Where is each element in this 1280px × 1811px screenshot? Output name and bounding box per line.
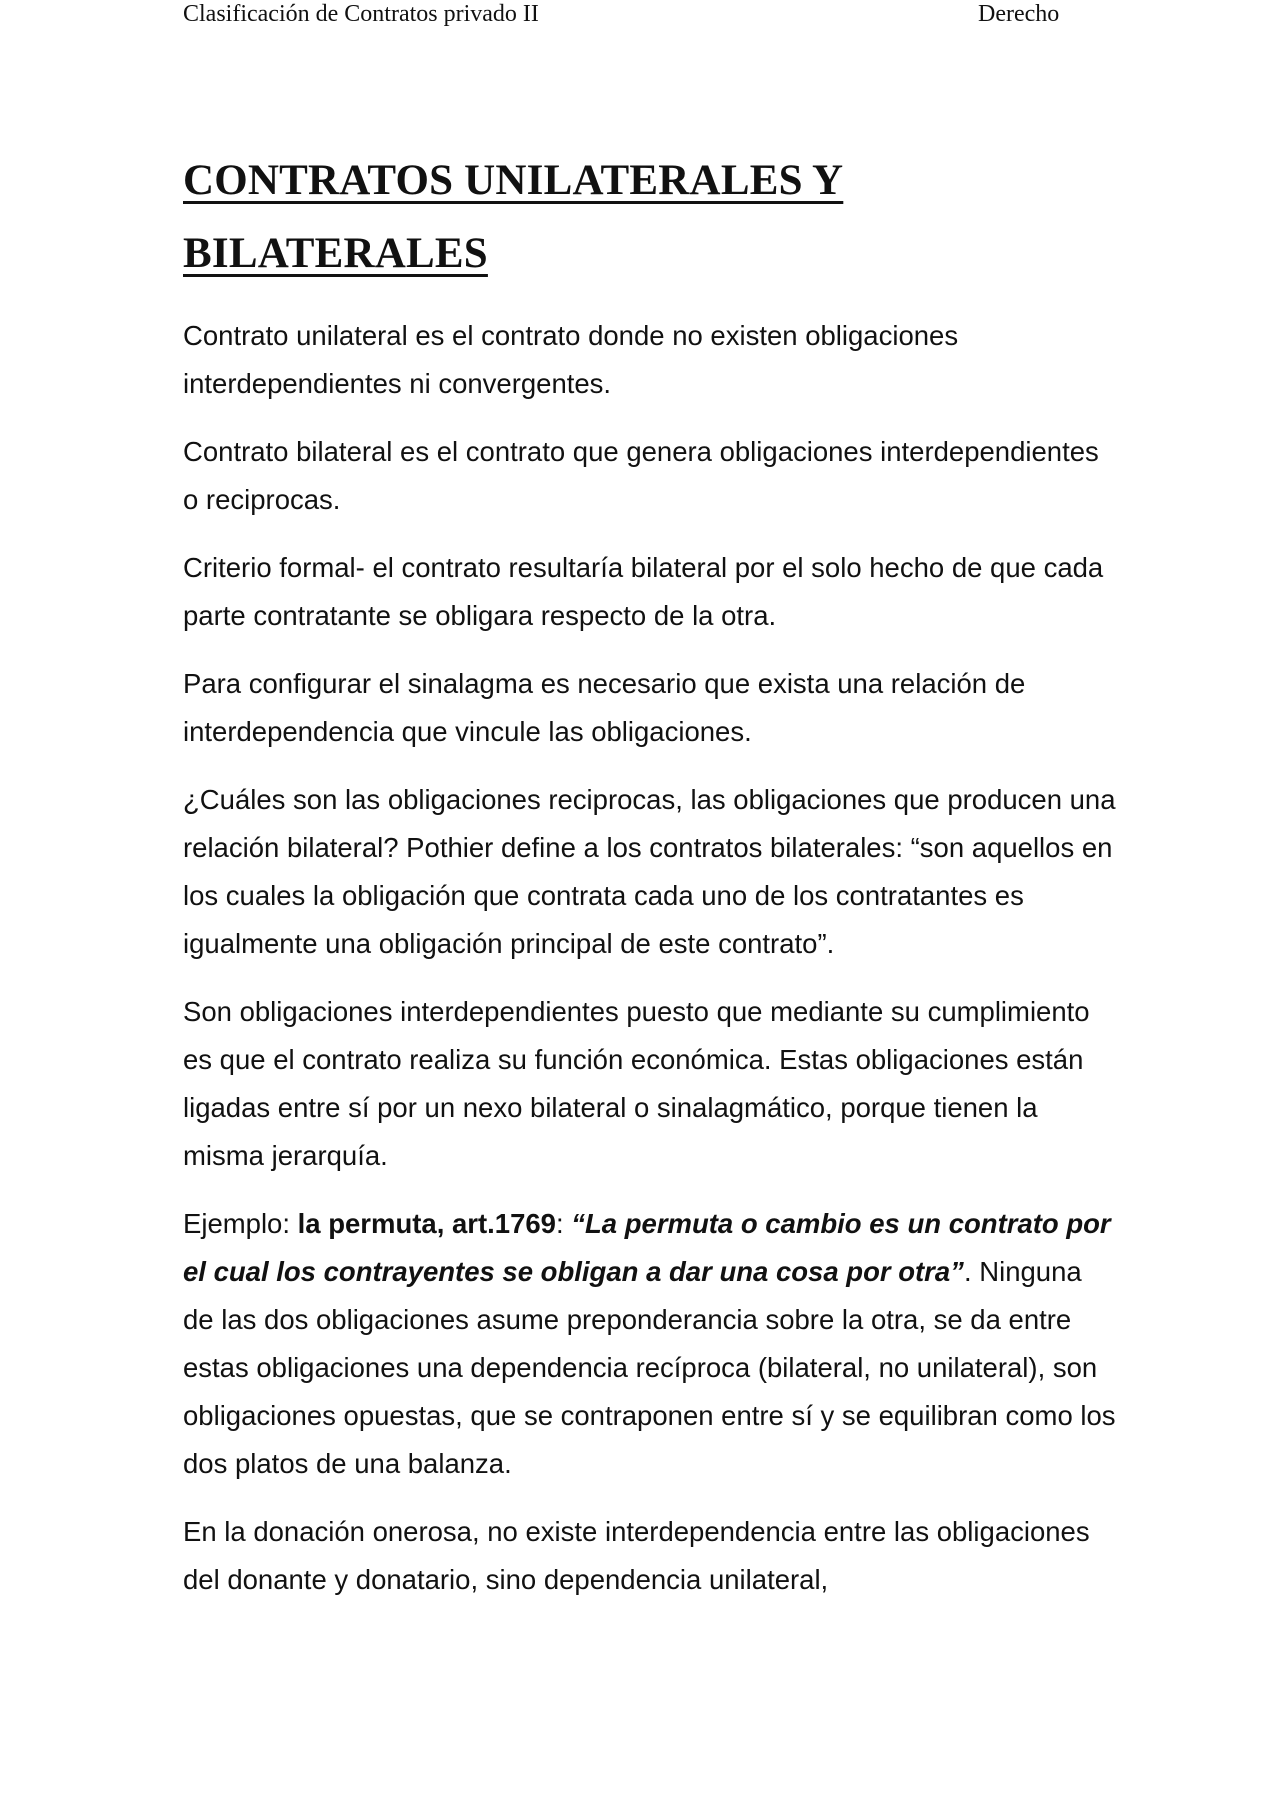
paragraph-4: Para configurar el sinalagma es necesario que exista una relación de interdependencia que vincule las obligaciones. <box>183 668 1026 747</box>
document-title <box>183 144 1118 290</box>
paragraph-5: ¿Cuáles son las obligaciones reciprocas, las obligaciones que producen una relación bilateral? Pothier define a los contratos bilaterales: “son aquellos en los cuales la obligación que contrata cada uno de los contratantes es igualmente una obligación principal de este contrato”. <box>183 784 1116 959</box>
title-line-1: CONTRATOS UNILATERALES Y <box>183 157 844 204</box>
header-right-text: Derecho <box>978 1 1060 27</box>
p7-rest: . Ninguna de las dos obligaciones asume preponderancia sobre la otra, se da entre estas obligaciones una dependencia recíproca (bilateral, no unilateral), son obligaciones opuestas, que se contraponen entre sí y se equilibran como los dos platos de una balanza. <box>183 1256 1116 1479</box>
paragraph-7 <box>183 1200 1118 1488</box>
p7-lead: Ejemplo: <box>183 1208 298 1239</box>
paragraph-3: Criterio formal- el contrato resultaría bilateral por el solo hecho de que cada parte contratante se obligara respecto de la otra. <box>183 552 1104 631</box>
title-line-2: BILATERALES <box>183 230 488 277</box>
paragraph-2: Contrato bilateral es el contrato que genera obligaciones interdependientes o reciprocas. <box>183 436 1099 515</box>
paragraph-6: Son obligaciones interdependientes puesto que mediante su cumplimiento es que el contrato realiza su función económica. Estas obligaciones están ligadas entre sí por un nexo bilateral o sinalagmático, porque tienen la misma jerarquía. <box>183 996 1090 1171</box>
paragraph-8: En la donación onerosa, no existe interdependencia entre las obligaciones del donante y donatario, sino dependencia unilateral, <box>183 1516 1090 1595</box>
header-left-text: Clasificación de Contratos privado II <box>183 1 539 27</box>
paragraph-1: Contrato unilateral es el contrato donde no existen obligaciones interdependientes ni convergentes. <box>183 320 959 399</box>
p7-article-reference: la permuta, art.1769 <box>297 1208 556 1239</box>
p7-quote: “La permuta o cambio es un contrato por el cual los contrayentes se obligan a dar una cosa por otra” <box>183 1208 1111 1287</box>
document-body <box>183 144 1118 1624</box>
p7-colon: : <box>555 1208 572 1239</box>
